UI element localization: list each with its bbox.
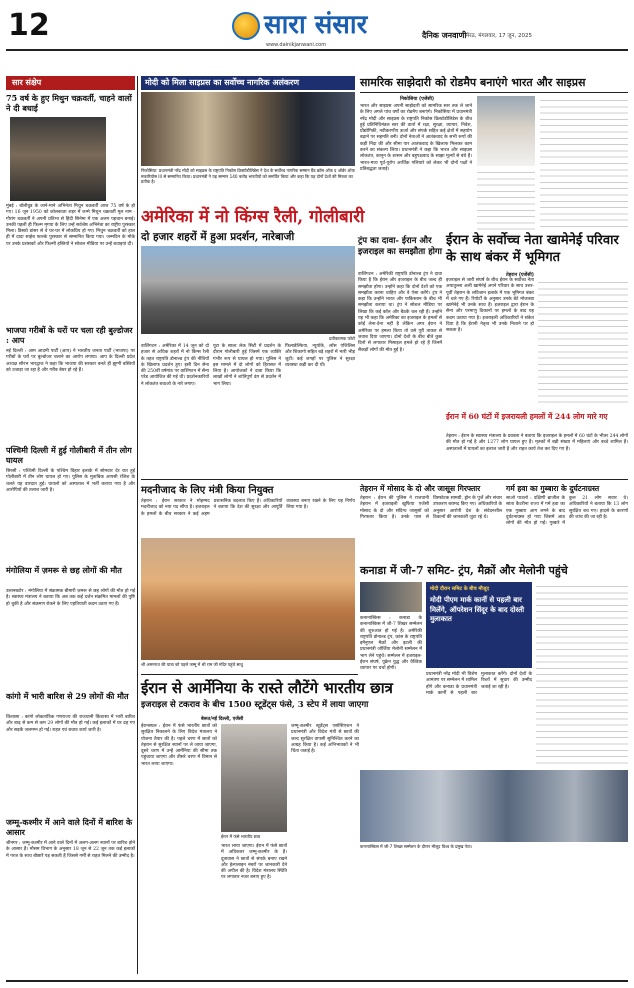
bottom-story [141, 678, 393, 974]
brand-logo-icon [232, 12, 260, 40]
khamenei-sub-body: तेहरान : ईरान के स्वास्थ्य मंत्रालय के प्रवक्ता ने बताया कि इजराइल के हमलों में 60 घंटों के भीतर 244 लोगों की मौत हो गई है और 1277 लोग घायल हुए हैं। मृतकों में बड़ी संख्या में महिलाएं और बच्चे शामिल हैं। अस्पतालों में घायलों का इलाज जारी है और राहत कार्य तेज कर दिए गए हैं। [446, 434, 628, 452]
sidebar-story3-body: सिरसी : पश्चिमी दिल्ली के पश्चिम विहार इलाके में सोमवार देर रात हुई गोलीबारी में तीन लोग घायल हो गए। पुलिस के मुताबिक आपसी रंजिश के चलते यह वारदात हुई। घायलों को अस्पताल में भर्ती कराया गया है और आरोपियों की तलाश जारी है। [6, 469, 135, 493]
mp-body: तेहरान : ईरान सरकार ने मोहम्मद मदनीजाद को नया पद सौंपा है। इजराइल के हमलों के बीच सरकार ने कई अहम प्रशासनिक बदलाव किए हैं। अधिकारियों ने बताया कि देश की सुरक्षा और आपूर्ति व्यवस्था बनाए रखने के लिए यह निर्णय लिया गया है। [141, 499, 355, 517]
g7-leaders-photo [360, 582, 422, 612]
us-body3: फिलाडेल्फिया, न्यूयॉर्क, लॉस एंजिलिस और शिकागो सहित बड़े शहरों में भारी भीड़ जुटी। कई जगहों पर पुलिस ने सुरक्षा व्यवस्था कड़ी कर दी थी। [285, 344, 355, 368]
g7-headline: कनाडा में जी-7 समिट- ट्रंप, मैक्रों और मेलोनी पहुंचे [360, 564, 568, 577]
g7-highlight: मोदी पीएम मार्क कार्नी से पहली बार मिलेंगे, ऑपरेशन सिंदूर के बाद दोस्ती मुलाकात [430, 595, 525, 623]
pilgrims-photo [141, 538, 355, 660]
website-url[interactable]: www.dainikjanwani.com [266, 42, 327, 48]
sidebar-story5-body: किंशासा : कांगो लोकतांत्रिक गणराज्य की राजधानी किंशासा में भारी बारिश और बाढ़ से कम से कम 29 लोगों की मौत हो गई। कई इलाकों में घर ढह गए और सड़कें जलमग्न हो गईं। राहत एवं बचाव कार्य जारी है। [6, 715, 135, 733]
g7-story [360, 564, 628, 856]
mossad-story [360, 484, 502, 560]
sidebar-story4-body: उलानबटोर : मंगोलिया में संक्रामक बीमारी ज़मरू से छह लोगों की मौत हो गई है। स्वास्थ्य मंत्रालय ने बताया कि अब तक कई दर्जन संक्रमित मामलों की पुष्टि हो चुकी है और संक्रमण रोकने के लिए एहतियाती कदम उठाए गए हैं। [6, 589, 135, 607]
students-photo-caption: ईरान में फंसे भारतीय छात्र [221, 834, 261, 839]
pilgrims-caption: श्री अमरनाथ की यात्रा को पहले जम्मू में श्री राम जी मंदिर पहुंचे साधु [141, 662, 243, 667]
sidebar-story6-body: श्रीनगर : जम्मू-कश्मीर में आने वाले दिनों में अलग-अलग स्थानों पर बारिश होने के आसार हैं। मौसम विभाग के अनुसार 18 जून से 22 जून तक कई इलाकों में गरज के साथ बौछारें पड़ सकती हैं जिससे गर्मी से राहत मिलने की उम्मीद है। [6, 841, 135, 859]
cyprus-body: भारत और साइप्रस अपनी साझेदारी को सामरिक स्तर तक ले जाने के लिए अगले पांच वर्षों का रोडमैप बनाएंगे। निकोसिया में प्रधानमंत्री नरेंद्र मोदी और साइप्रस के राष्ट्रपति निकोस क्रिस्टोडौलिडेस के बीच हुई प्रतिनिधिमंडल स्तर की वार्ता में रक्षा, सुरक्षा, व्यापार, निवेश, प्रौद्योगिकी, नवीकरणीय ऊर्जा और संपर्क सहित कई क्षेत्रों में सहयोग बढ़ाने पर सहमति बनी। दोनों नेताओं ने आतंकवाद के सभी रूपों की कड़ी निंदा की और सीमा पार आतंकवाद के खिलाफ मिलकर काम करने का संकल्प लिया। प्रधानमंत्री ने कहा कि भारत और साइप्रस लोकतंत्र, कानून के शासन और बहुपक्षवाद के साझा मूल्यों से बंधे हैं। भारत-मध्य पूर्व-यूरोप आर्थिक गलियारे को लेकर भी दोनों पक्षों ने प्रतिबद्धता जताई। [360, 104, 472, 172]
trump-body: वाशिंगटन : अमेरिकी राष्ट्रपति डोनाल्ड ट्रंप ने दावा किया है कि ईरान और इजराइल के बीच जल्द ही समझौता होगा। उन्होंने कहा कि दोनों देशों को एक समझौता करना चाहिए और वे ऐसा करेंगे। ट्रंप ने कहा कि उन्होंने भारत और पाकिस्तान के बीच भी समझौता कराया था। ट्रंप ने सोशल मीडिया पर लिखा कि कई कॉल और बैठकें चल रही हैं। उन्होंने यह भी कहा कि अमेरिका का इजराइल के हमलों से कोई लेना-देना नहीं है लेकिन अगर ईरान ने अमेरिका पर हमला किया तो उसे पूरी ताकत से जवाब दिया जाएगा। दोनों देशों के बीच बीते कुछ दिनों से लगातार मिसाइल हमले हो रहे हैं जिनमें सैकड़ों लोगों की मौत हुई है। [358, 272, 442, 353]
trump-headline: ट्रंप का दावा- ईरान और इजराइल का समझौता होगा [358, 236, 442, 257]
trump-story [358, 236, 442, 476]
g7-photo-caption: कनानास्किस में जी-7 शिखर सम्मेलन के दौरान मौजूद विश्व के प्रमुख नेता। [360, 844, 473, 849]
us-body1: वाशिंगटन : अमेरिका में 14 जून को दो हजार से अधिक शहरों में नो किंग्स रैली के तहत राष्ट्रपति डोनाल्ड ट्रंप की नीतियों के खिलाफ प्रदर्शन हुए। इसी दिन सेना की 250वीं वर्षगांठ पर वाशिंगटन में सैन्य परेड आयोजित की गई थी। प्रदर्शनकारियों ने लोकतंत्र बचाओ के नारे लगाए। [141, 344, 209, 387]
sidebar-story2-body: नई दिल्ली : आम आदमी पार्टी (आप) ने भारतीय जनता पार्टी (भाजपा) पर गरीबों के घरों पर बुल्डोजर चलाने का आरोप लगाया। आप के दिल्ली प्रदेश अध्यक्ष सौरभ भारद्वाज ने कहा कि भाजपा की सरकार बनते ही झुग्गी बस्तियों को उजाड़ा जा रहा है और गरीब बेघर हो रहे हैं। [6, 349, 135, 373]
us-body2: यूटा के साल्ट लेक सिटी में प्रदर्शन के दौरान गोलीबारी हुई जिसमें एक व्यक्ति गंभीर रूप से घायल हो गया। पुलिस ने इस मामले में दो लोगों को हिरासत में लिया है। आयोजकों ने दावा किया कि लाखों लोगों ने शांतिपूर्ण ढंग से प्रदर्शन में भाग लिया। [213, 344, 281, 387]
lead-photo [141, 92, 355, 166]
sidebar [6, 76, 135, 974]
mithun-photo [10, 117, 106, 201]
sidebar-title: सार संक्षेप [6, 76, 135, 90]
dateline: मेरठ, मंगलवार, 17 जून, 2025 [466, 33, 532, 39]
paper-name: दैनिक जनवाणी [422, 31, 467, 40]
sidebar-story1-body: मुंबई : बॉलीवुड के जाने-माने अभिनेता मिथुन चक्रवर्ती आज 75 वर्ष के हो गए। 16 जून 1950 को कोलकाता शहर में जन्मे मिथुन चक्रवर्ती मूल नाम - गौरांग चक्रवर्ती ने अपनी प्रतिभा से हिंदी सिनेमा में एक अलग पहचान बनाई। उनकी पहली ही फिल्म मृगया के लिए उन्हें सर्वश्रेष्ठ अभिनेता का राष्ट्रीय पुरस्कार मिला। डिस्को डांसर से वे घर-घर में लोकप्रिय हो गए। मिथुन चक्रवर्ती को हाल ही में दादा साहेब फाल्के पुरस्कार से सम्मानित किया गया। जन्मदिन के मौके पर उनके प्रशंसकों और फिल्मी हस्तियों ने सोशल मीडिया पर उन्हें बधाइयां दीं। [6, 204, 135, 247]
bottom-subhead: इजराइल से टकराव के बीच 1500 स्टूडेंट्स फंसे, 3 स्टेप में लाया जाएगा [141, 700, 369, 710]
mp-story [141, 484, 355, 532]
us-subhead: दो हजार शहरों में हुआ प्रदर्शन, नारेबाजी [141, 231, 295, 243]
sidebar-story5-headline: कांगो में भारी बारिश से 29 लोगों की मौत [6, 691, 129, 701]
bottom-body3: जम्मू-कश्मीर स्टूडेंट्स एसोसिएशन ने प्रधानमंत्री और विदेश मंत्री से छात्रों की जल्द सुरक्षित वापसी सुनिश्चित करने का आग्रह किया है। कई अभिभावकों ने भी चिंता जताई है। [291, 724, 359, 755]
us-story [141, 206, 365, 476]
pilgrims-photo-block [141, 538, 355, 670]
balloon-body: साओ पाउलो : दक्षिणी ब्राजील के सांता कैटरीना राज्य में गर्म हवा का एक गुब्बारा आग लगने के बाद दुर्घटनाग्रस्त हो गया जिसमें आठ लोगों की मौत हो गई। गुब्बारे में कुल 21 लोग सवार थे। अधिकारियों ने बताया कि 13 लोग सुरक्षित बच गए। हादसे के कारणों की जांच की जा रही है। [506, 496, 628, 527]
us-photo-caption: प्रतीकात्मक फोटो [329, 336, 355, 341]
bottom-body2: भारत लाया जाएगा। ईरान में फंसे छात्रों में अधिकतर जम्मू-कश्मीर के हैं। दूतावास ने छात्रों से संपर्क बनाए रखने और हेल्पलाइन नंबरों पर जानकारी देने की अपील की है। विदेश मंत्रालय स्थिति पर लगातार नजर बनाए हुए है। [221, 844, 287, 881]
students-photo [221, 724, 287, 832]
khamenei-story [446, 232, 628, 480]
balloon-headline: गर्म हवा का गुब्बारा के दुर्घटनाग्रस्त [506, 484, 600, 493]
sidebar-story6-headline: जम्मू-कश्मीर में आने वाले दिनों में बारिश के आसार [6, 817, 133, 837]
mossad-headline: तेहरान में मोसाद के दो और जासूस गिरफ्तार [360, 484, 481, 493]
page-number: 12 [8, 8, 50, 43]
khamenei-subhead: ईरान में 60 घंटों में इजरायली हमलों में 244 लोग मारे गए [446, 412, 608, 421]
us-headline: अमेरिका में नो किंग्स रैली, गोलीबारी [141, 207, 365, 227]
brand-title: सारा संसार [264, 10, 368, 40]
mp-headline: मदनीजाद के लिए मंत्री किया नियुक्त [141, 485, 274, 496]
modi-cyprus-photo [477, 96, 535, 166]
bottom-body1: ईरानस्थल : ईरान में फंसे भारतीय छात्रों को सुरक्षित निकालने के लिए विदेश मंत्रालय ने योजना तैयार की है। पहले चरण में छात्रों को तेहरान से सुरक्षित स्थानों पर ले जाया जाएगा, दूसरे चरण में उन्हें आर्मेनिया की सीमा तक पहुंचाया जाएगा और तीसरे चरण में विमान से भारत लाया जाएगा। [141, 724, 217, 767]
khamenei-byline: तेहरान (एजेंसी) [506, 273, 534, 278]
cyprus-headline: सामरिक साझेदारी को रोडमैप बनाएंगे भारत और साइप्रस [360, 76, 586, 89]
bottom-byline: बेरूत/नई दिल्ली, एजेंसी [201, 717, 244, 722]
cyprus-story [360, 76, 628, 232]
sidebar-story3-headline: पश्चिमी दिल्ली में हुई गोलीबारी में तीन लोग घायल [6, 445, 132, 465]
sidebar-story1-headline: 75 वर्ष के हुए मिथुन चक्रवर्ती, चाहने वालों ने दी बधाई [6, 93, 132, 113]
sidebar-story4-headline: मंगोलिया में ज़मरू से छह लोगों की मौत [6, 565, 122, 575]
g7-highlight-box [426, 582, 532, 668]
us-protest-photo [141, 246, 355, 334]
sidebar-story2-headline: भाजपा गरीबों के घरों पर चला रही बुल्डोजर : आप [6, 325, 133, 345]
masthead [0, 0, 634, 50]
cyprus-byline: निकोसिया (एजेंसी) [400, 97, 435, 102]
khamenei-headline: ईरान के सर्वोच्च नेता खामेनेई परिवार के साथ बंकर में भूमिगत [446, 233, 619, 265]
lead-photo-story [141, 76, 355, 204]
g7-photo-tag: मोदी दौरान समिट के बीच मौजूद [430, 586, 490, 592]
mossad-body: तेहरान : ईरान की पुलिस ने राजधानी तेहरान में इजराइली खुफिया एजेंसी मोसाद के दो और संदिग्ध जासूसों को गिरफ्तार किया है। उनके पास से विस्फोटक सामग्री, ड्रोन के पुर्जे और संचार उपकरण बरामद किए गए। अधिकारियों के अनुसार आरोपी देश के संवेदनशील ठिकानों की जानकारी जुटा रहे थे। [360, 496, 502, 520]
g7-summit-photo [360, 770, 628, 842]
g7-body: कनानास्किस : कनाडा के कनानास्किस में जी-7 शिखर सम्मेलन की शुरुआत हो गई है। अमेरिकी राष्ट्रपति डोनाल्ड ट्रंप, फ्रांस के राष्ट्रपति इमैनुएल मैक्रों और इटली की प्रधानमंत्री जॉर्जिया मेलोनी सम्मेलन में भाग लेने पहुंचे। सम्मेलन में इजराइल-ईरान संघर्ष, यूक्रेन युद्ध और वैश्विक व्यापार पर चर्चा होगी। [360, 616, 422, 672]
balloon-story [506, 484, 628, 560]
khamenei-body: इजराइल से जारी संघर्ष के बीच ईरान के सर्वोच्च नेता अयातुल्ला अली खामेनेई अपने परिवार के साथ उत्तर-पूर्वी तेहरान के लविजान इलाके में एक भूमिगत बंकर में चले गए हैं। रिपोर्टों के अनुसार उनके बेटे मोजतबा खामेनेई भी उनके साथ हैं। इजराइल द्वारा ईरान के सैन्य और परमाणु ठिकानों पर हमलों के बाद यह कदम उठाया गया है। इजराइली अधिकारियों ने संकेत दिया है कि ईरानी नेतृत्व भी उनके निशाने पर हो सकता है। [446, 278, 534, 334]
lead-banner: मोदी को मिला साइप्रस का सर्वोच्च नागरिक अलंकरण [141, 76, 355, 90]
bottom-headline: ईरान से आर्मेनिया के रास्ते लौटेंगे भारतीय छात्र [141, 679, 393, 697]
lead-photo-caption: निकोसिया: प्रधानमंत्री नरेंद्र मोदी को साइप्रस के राष्ट्रपति निकोस क्रिस्टोडौलिडेस ने देश के सर्वोच्च नागरिक सम्मान ग्रैंड क्रॉस ऑफ द ऑर्डर ऑफ मकारियोस III से सम्मानित किया। प्रधानमंत्री ने यह सम्मान 140 करोड़ भारतीयों को समर्पित किया और कहा कि यह दोनों देशों की मित्रता का प्रतीक है। [141, 168, 355, 185]
g7-body2: प्रधानमंत्री नरेंद्र मोदी भी विशेष आमंत्रण पर सम्मेलन में शामिल होंगे और कनाडा के प्रधानमंत्री मार्क कार्नी से पहली बार मुलाकात करेंगे। दोनों देशों के रिश्तों में सुधार की उम्मीद जताई जा रही है। [426, 672, 532, 696]
